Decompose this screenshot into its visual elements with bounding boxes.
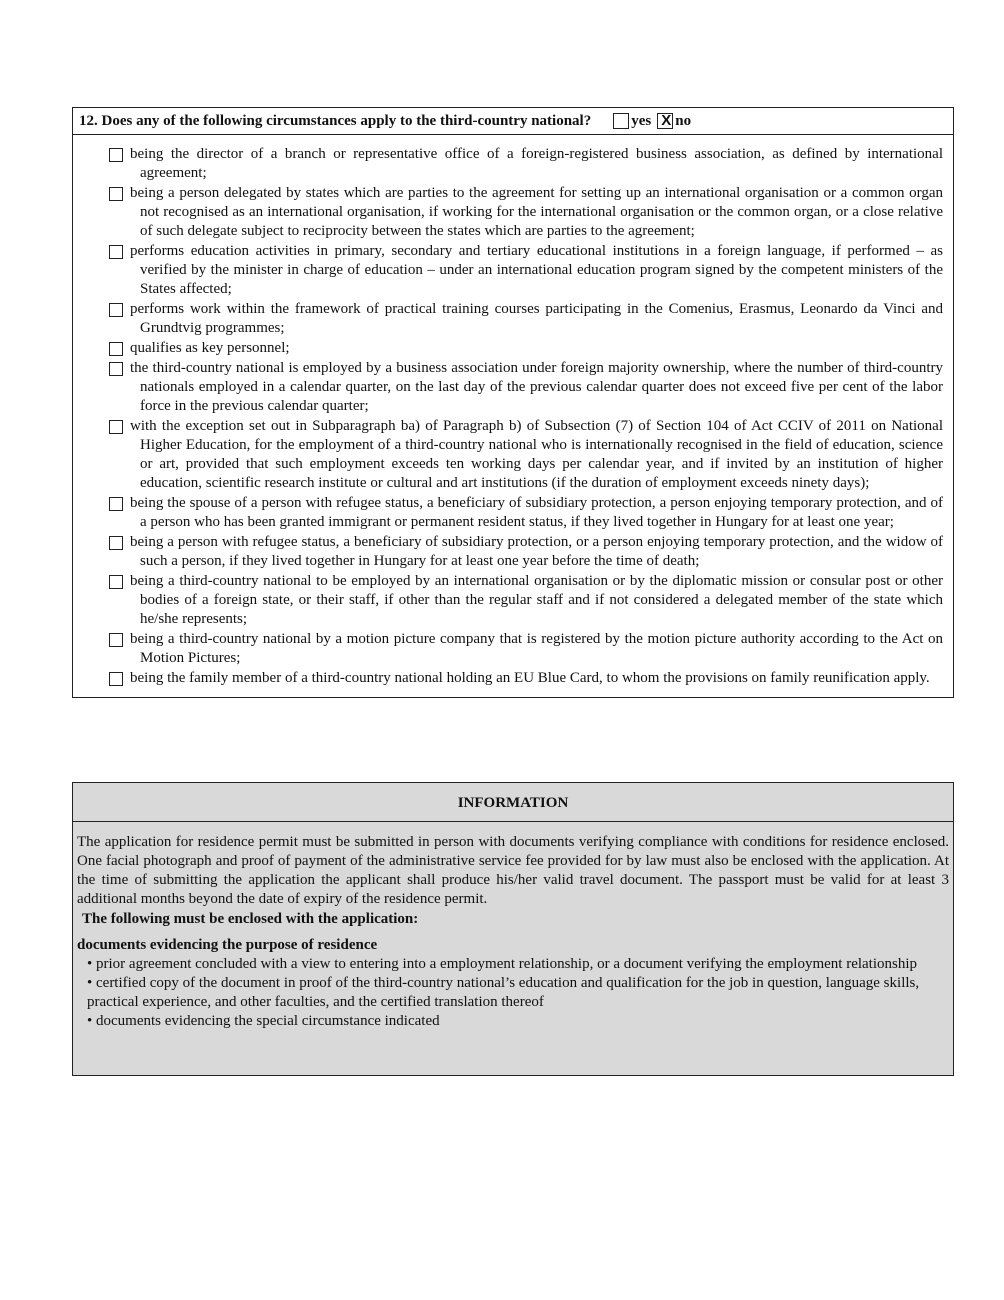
circumstance-item (109, 242, 943, 299)
circumstance-checkbox[interactable] (109, 420, 123, 434)
circumstance-item (109, 533, 943, 571)
circumstance-checkbox[interactable] (109, 672, 123, 686)
circumstance-text: being the spouse of a person with refugee status, a beneficiary of subsidiary protection, a person enjoying temporary protection, and of a person who has been granted immigrant or permanent resident status, if they lived together in Hungary for at least one year; (130, 495, 943, 530)
list-item: • documents evidencing the special circumstance indicated (87, 1013, 440, 1029)
information-paragraph: The application for residence permit must be submitted in person with documents verifying compliance with conditions for residence enclosed. One facial photograph and proof of payment of the administrative service fee provided for by law must also be enclosed with the application. At the time of submitting the application the applicant shall produce his/her valid travel document. The passport must be valid for at least 3 additional months beyond the date of expiry of the residence permit. (77, 834, 949, 907)
circumstance-list (73, 135, 953, 697)
circumstance-item (109, 417, 943, 493)
yes-label: yes (631, 112, 652, 129)
circumstance-checkbox[interactable] (109, 148, 123, 162)
no-label: no (675, 112, 692, 129)
circumstance-checkbox[interactable] (109, 342, 123, 356)
purpose-subheading: documents evidencing the purpose of residence (77, 937, 378, 953)
circumstance-item (109, 630, 943, 668)
circumstance-text: being a person delegated by states which are parties to the agreement for setting up an international organisation or a common organ not recognised as an international organisation, if working for the international organisation or the common organ, or a close relative of such delegate subject to reciprocity between the states which are parties to the agreement; (130, 185, 943, 239)
circumstance-item (109, 669, 943, 688)
circumstance-text: the third-country national is employed by a business association under foreign majority ownership, where the number of third-country nationals employed in a calendar quarter, on the last day of the previous calendar quarter does not exceed five per cent of the labor force in the previous calendar quarter; (130, 360, 943, 414)
circumstance-checkbox[interactable] (109, 633, 123, 647)
circumstance-item (109, 572, 943, 629)
circumstance-checkbox[interactable] (109, 536, 123, 550)
yes-checkbox[interactable] (613, 113, 629, 129)
circumstance-item (109, 339, 943, 358)
circumstance-text: performs education activities in primary, secondary and tertiary educational institutions in a foreign language, if performed – as verified by the minister in charge of education – under an international education program signed by the competent ministers of the States affected; (130, 243, 943, 297)
list-item: • prior agreement concluded with a view to entering into a employment relationship, or a document verifying the employment relationship (87, 956, 918, 972)
required-documents-list (77, 955, 949, 1031)
circumstance-text: qualifies as key personnel; (130, 340, 290, 356)
circumstance-text: being a person with refugee status, a beneficiary of subsidiary protection, or a person enjoying temporary protection, and the widow of such a person, if they lived together in Hungary for at least one year before the time of death; (130, 534, 943, 569)
circumstance-item (109, 300, 943, 338)
circumstance-item (109, 359, 943, 416)
circumstance-item (109, 494, 943, 532)
circumstance-text: being the family member of a third-country national holding an EU Blue Card, to whom the provisions on family reunification apply. (130, 670, 930, 686)
circumstance-text: being the director of a branch or representative office of a foreign-registered business association, as defined by international agreement; (130, 146, 943, 181)
circumstance-checkbox[interactable] (109, 575, 123, 589)
list-item: • certified copy of the document in proof of the third-country national’s education and qualification for the job in question, language skills, practical experience, and other faculties, and the certified translation thereof (87, 975, 920, 1010)
information-body (73, 822, 953, 1035)
circumstance-checkbox[interactable] (109, 187, 123, 201)
information-title: INFORMATION (73, 783, 953, 822)
circumstance-item (109, 184, 943, 241)
enclosed-heading: The following must be enclosed with the application: (82, 911, 419, 927)
circumstance-checkbox[interactable] (109, 497, 123, 511)
yes-no-answer (613, 113, 697, 130)
information-section (72, 782, 954, 1076)
circumstance-item (109, 145, 943, 183)
question-12-title: 12. Does any of the following circumstances apply to the third-country national? (79, 112, 592, 129)
circumstance-text: being a third-country national by a motion picture company that is registered by the motion picture authority according to the Act on Motion Pictures; (130, 631, 943, 666)
no-checkbox[interactable] (657, 113, 673, 129)
circumstance-checkbox[interactable] (109, 303, 123, 317)
circumstance-text: with the exception set out in Subparagraph ba) of Paragraph b) of Subsection (7) of Section 104 of Act CCIV of 2011 on National Higher Education, for the employment of a third-country national who is internationally recognised in the field of education, science or art, provided that such employment exceeds ten working days per calendar year, and if invited by an institution of higher education, scientific research institute or cultural and art institutions (if the duration of employment exceeds ninety days); (130, 418, 943, 491)
circumstance-checkbox[interactable] (109, 362, 123, 376)
circumstance-checkbox[interactable] (109, 245, 123, 259)
question-12-header (73, 108, 953, 135)
circumstance-text: performs work within the framework of practical training courses participating in the Comenius, Erasmus, Leonardo da Vinci and Grundtvig programmes; (130, 301, 943, 336)
question-12-section (72, 107, 954, 698)
circumstance-text: being a third-country national to be employed by an international organisation or by the diplomatic mission or consular post or other bodies of a foreign state, or their staff, if other than the regular staff and if not considered a delegated member of the state which he/she represents; (130, 573, 943, 627)
